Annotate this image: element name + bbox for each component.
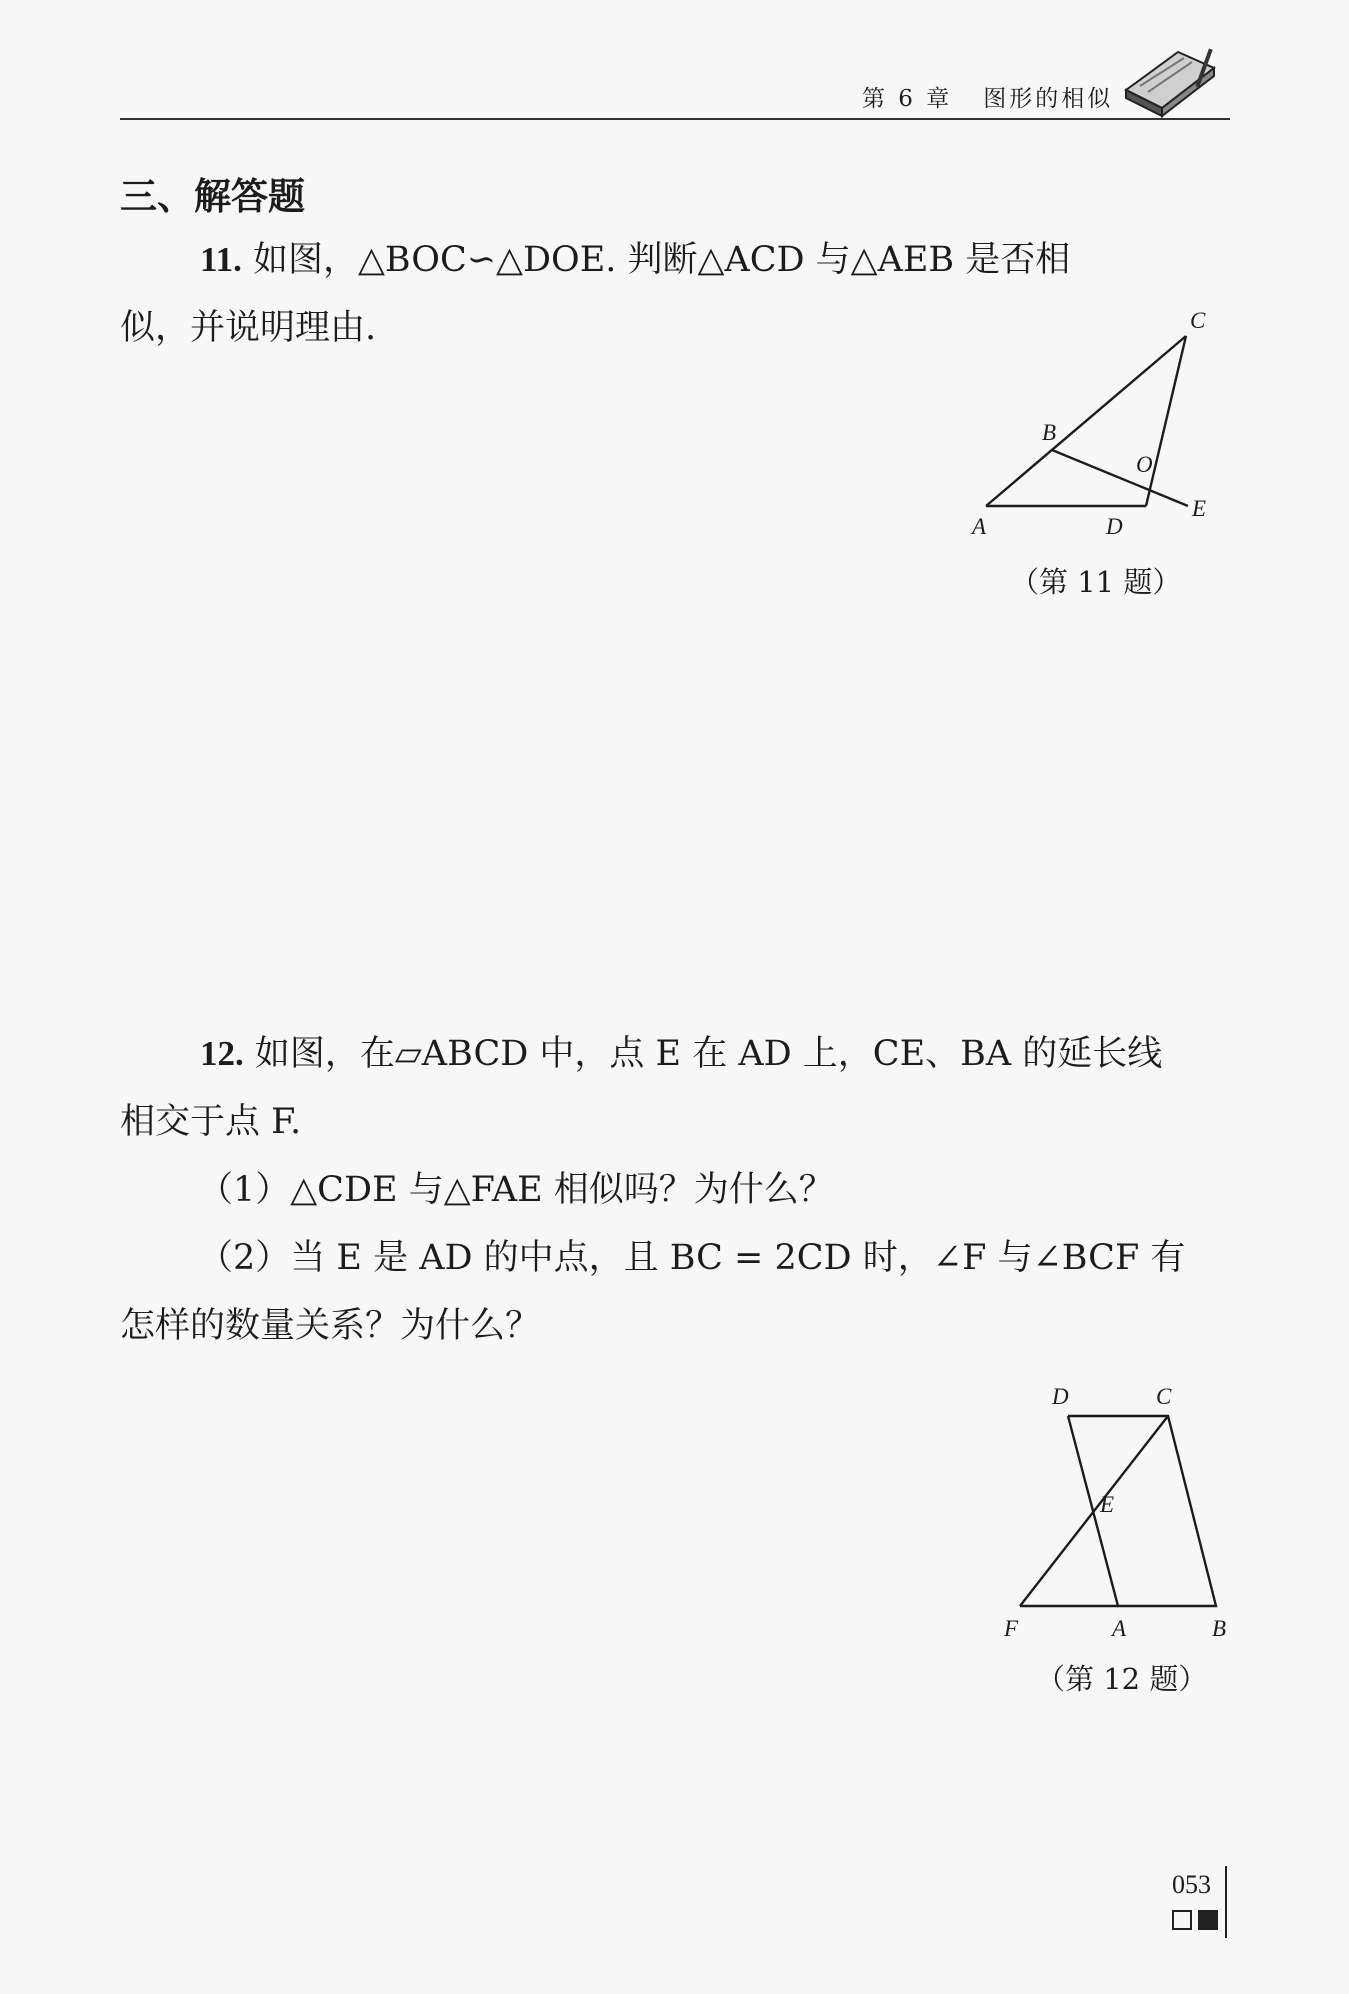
q11-label-d: D xyxy=(1106,514,1123,539)
q12-line1 xyxy=(120,1032,1232,1076)
q12-label-c: C xyxy=(1156,1384,1172,1409)
page-rule xyxy=(1225,1866,1227,1938)
q12-label-b: B xyxy=(1212,1616,1227,1641)
q12-part2-line2: 怎样的数量关系？为什么？ xyxy=(120,1306,541,1346)
q12-label-e: E xyxy=(1100,1492,1115,1517)
q12-text-line2: 相交于点 F. xyxy=(120,1102,302,1142)
book-icon xyxy=(1118,46,1218,118)
q11-number: 11. xyxy=(200,240,242,279)
q12-text-line1: 如图，在▱ABCD 中，点 E 在 AD 上，CE、BA 的延长线 xyxy=(254,1034,1163,1074)
q11-label-e: E xyxy=(1192,496,1207,521)
chapter-title: 图形的相似 xyxy=(983,86,1114,112)
q11-label-b: B xyxy=(1042,420,1057,445)
q12-part2-line1: （2）当 E 是 AD 的中点，且 BC = 2CD 时，∠F 与∠BCF 有 xyxy=(198,1238,1186,1278)
q12-label-d: D xyxy=(1052,1384,1069,1409)
q11-figure xyxy=(970,300,1220,540)
q11-label-o: O xyxy=(1136,452,1153,477)
filled-square-icon xyxy=(1198,1910,1218,1930)
page-number: 053 xyxy=(1172,1870,1211,1899)
q12-label-f: F xyxy=(1004,1616,1019,1641)
q11-label-c: C xyxy=(1190,308,1206,333)
q12-part1: （1）△CDE 与△FAE 相似吗？为什么？ xyxy=(198,1170,834,1210)
section-title: 三、解答题 xyxy=(120,174,305,218)
q12-number: 12. xyxy=(200,1034,244,1073)
q11-caption: （第 11 题） xyxy=(1010,565,1182,599)
q12-figure xyxy=(1000,1380,1240,1650)
q11-line1 xyxy=(120,238,1232,282)
q11-label-a: A xyxy=(972,514,987,539)
header-rule xyxy=(120,118,1230,120)
running-header xyxy=(862,80,1113,113)
chapter-label: 第 6 章 xyxy=(862,86,953,112)
q12-caption: （第 12 题） xyxy=(1036,1662,1208,1696)
empty-square-icon xyxy=(1172,1910,1192,1930)
q11-text-line2: 似，并说明理由. xyxy=(120,308,377,348)
q11-text-line1: 如图，△BOC∽△DOE. 判断△ACD 与△AEB 是否相 xyxy=(252,240,1071,280)
q12-label-a: A xyxy=(1112,1616,1127,1641)
